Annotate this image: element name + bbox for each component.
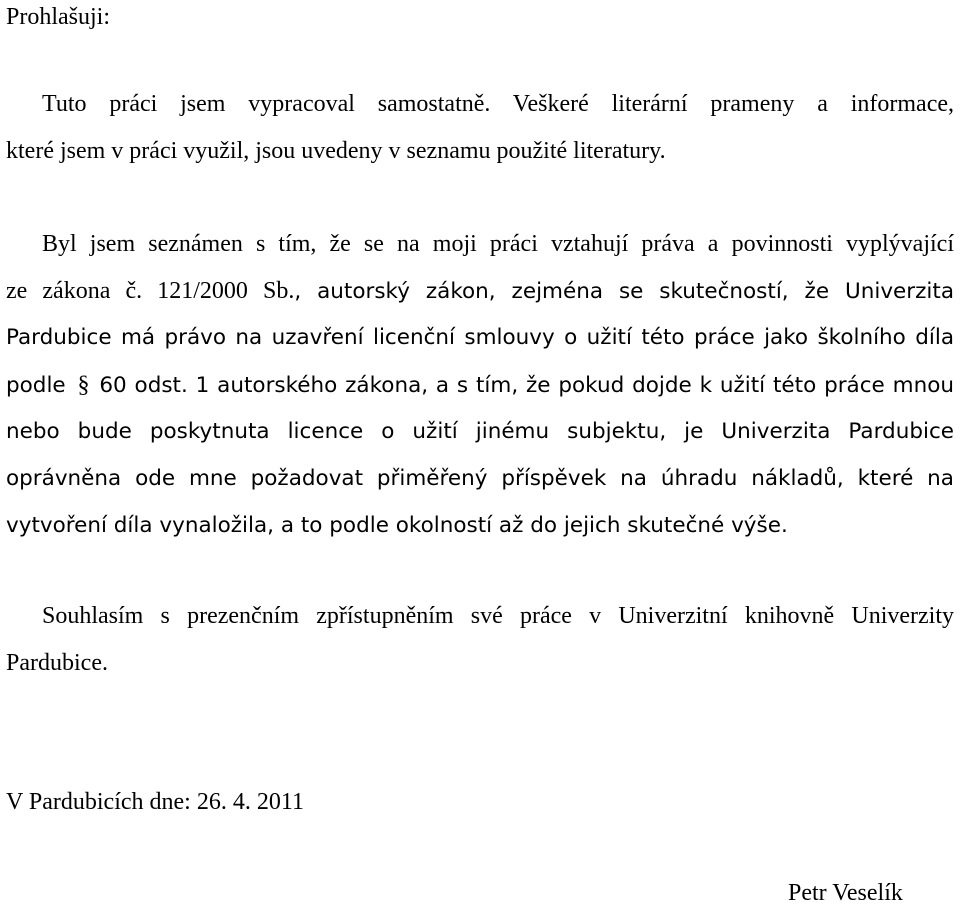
paragraph-3-line-2: Pardubice. xyxy=(6,650,108,676)
paragraph-2-line-4-rest: 60 odst. 1 autorského zákona, a s tím, že pokud dojde k užití této práce mnou xyxy=(99,373,954,398)
law-reference: ze zákona č. 121/2000 Sb. xyxy=(6,278,295,304)
declaration-heading: Prohlašuji: xyxy=(6,4,111,30)
paragraph-2-line-6: oprávněna ode mne požadovat přiměřený příspěvek na úhradu nákladů, které na xyxy=(6,466,954,491)
place-and-date: V Pardubicích dne: 26. 4. 2011 xyxy=(6,789,304,815)
paragraph-2-line-2 xyxy=(6,276,954,307)
section-sign: § xyxy=(77,372,90,398)
signature-name: Petr Veselík xyxy=(788,880,903,904)
paragraph-2-line-4 xyxy=(6,370,954,401)
paragraph-1-line-2: které jsem v práci využil, jsou uvedeny v seznamu použité literatury. xyxy=(6,138,666,164)
paragraph-2-line-3: Pardubice má právo na uzavření licenční smlouvy o užití této práce jako školního díla xyxy=(6,325,954,350)
paragraph-2-line-4-start: podle xyxy=(6,373,66,398)
paragraph-2-line-1: Byl jsem seznámen s tím, že se na moji práci vztahují práva a povinnosti vyplývající xyxy=(42,231,954,257)
paragraph-1-line-1: Tuto práci jsem vypracoval samostatně. Veškeré literární prameny a informace, xyxy=(42,91,954,117)
paragraph-3-line-1: Souhlasím s prezenčním zpřístupněním své práce v Univerzitní knihovně Univerzity xyxy=(42,603,954,629)
paragraph-2-line-2-rest: , autorský zákon, zejména se skutečností, že Univerzita xyxy=(294,279,954,304)
paragraph-2-line-5: nebo bude poskytnuta licence o užití jinému subjektu, je Univerzita Pardubice xyxy=(6,419,954,444)
paragraph-2-line-7: vytvoření díla vynaložila, a to podle okolností až do jejich skutečné výše. xyxy=(6,513,788,538)
